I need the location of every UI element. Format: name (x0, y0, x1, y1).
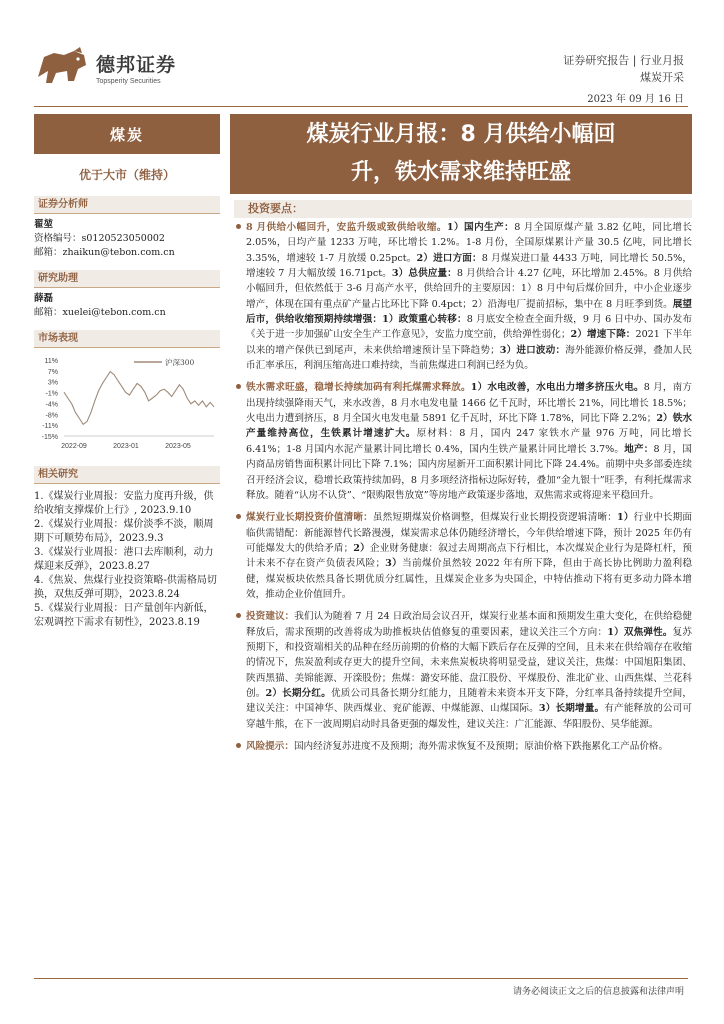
bullet-icon (236, 224, 241, 229)
report-meta (563, 52, 684, 86)
related-item[interactable]: 5.《煤炭行业周报：日产量创年内新低，宏观调控下需求有韧性》，2023.8.19 (34, 603, 214, 628)
subhead: 1） (616, 512, 634, 524)
brand-name-cn: 德邦证券 (96, 53, 177, 76)
y-tick-label: -15% (41, 434, 58, 441)
subhead: 2）长期分红。 (265, 687, 331, 699)
point-lead: 铁水需求旺盛，稳增长持续加码有利托煤需求释放。 (246, 382, 471, 394)
key-points-body (246, 220, 692, 761)
legend-label: 沪深300 (165, 358, 195, 367)
key-points-heading: 投资要点： (234, 200, 692, 218)
y-tick-label: 7% (47, 368, 58, 376)
point-demand (246, 380, 692, 503)
bullet-icon (236, 743, 241, 748)
point-lead: 投资建议： (246, 611, 295, 623)
text: 海外能源价格反弹，叠加人民币汇率承压，利润压缩高进口难持续，当前焦煤进口利润已经为负。 (246, 344, 693, 372)
brand-logo (34, 46, 176, 88)
related-item[interactable]: 2.《煤炭行业周报：煤价淡季不淡，顺周期下可顺势布局》，2023.9.3 (34, 519, 214, 544)
text: 优质公司具备长期分红能力，且随着未来资本开支下降，分红率具备持续提升空间，建议关注：中国神华、陕西煤业、兖矿能源、中煤能源、山煤国际。 (246, 687, 692, 715)
analyst-email[interactable]: 邮箱：zhaikun@tebon.com.cn (34, 247, 175, 258)
subhead: 1）国内生产： (446, 222, 515, 233)
y-tick-label: 11% (44, 358, 58, 365)
subhead: 3）进口波动： (499, 344, 566, 356)
footer-notice: 请务必阅读正文之后的信息披露和法律声明 (512, 987, 684, 997)
bullet-icon (236, 384, 241, 389)
text: 有产能释放的公司可穿越牛熊，在下一波周期启动时具备更强的爆发性，建议关注：广汇能源、华阳股份、昊华能源。 (246, 703, 692, 730)
subhead: 2） (353, 542, 370, 554)
left-sidebar (34, 114, 220, 630)
analyst-info (34, 218, 220, 260)
point-investment-advice (246, 609, 692, 732)
y-tick-label: -11% (42, 423, 58, 431)
point-lead: 8 月供给小幅回升，安监升级或致供给收缩。 (246, 222, 447, 233)
text: 行业中长期面临供需错配：新能源替代长路漫漫，煤炭需求总体仍随经济增长，今年供给增速下降，预计 2025 年仍有可能爆发大的供给矛盾； (246, 512, 692, 554)
point-lead: 煤炭行业长期投资价值清晰： (246, 512, 373, 524)
brand-name-en: Topsperity Securities (96, 77, 161, 85)
series-line-hs300 (64, 372, 214, 425)
market-heading: 市场表现 (34, 330, 220, 348)
text: 8 月，国内商品房销售面积累计同比下降 7.1%；国内房屋新开工面积累计同比下降 24.4%。前期中央多部委连续召开经济会议，稳增长政策持续加码，8 月多项经济指标边际好转，叠加“金九银十”旺季，有利托煤需求释放。随着“认房不认贷”、“限购限售放宽”等房地产政策逐步落地，双焦需求或将迎来平稳回升。 (246, 443, 693, 501)
bullet-icon (236, 514, 241, 519)
report-title-line1: 煤炭行业月报：8 月供给小幅回 (306, 122, 616, 147)
text: 8 月，南方出现持续强降雨天气，来水改善，8 月水电发电量 1466 亿千瓦时，环比增长 21%，同比增长 18.5%；火电出力遭到挤压，8 月全国火电发电量 5891 亿千瓦时，环比下降 1.78%，同比下降 2.2%； (246, 382, 692, 425)
text: 8 月煤炭进口量 4433 万吨，同比增长 50.5%，增速较 7 月大幅放缓 16.71pct。 (246, 252, 692, 280)
related-item[interactable]: 1.《煤炭行业周报：安监力度再升级，供给收缩支撑煤价上行》, 2023.9.10 (34, 491, 214, 516)
related-list (34, 490, 220, 630)
rating: 优于大市（维持） (78, 168, 175, 182)
report-title (230, 114, 692, 194)
assistant-email[interactable]: 邮箱：xuelei@tebon.com.cn (34, 307, 166, 318)
text: 2021 下半年以来的增产保供已到尾声，未来供给增速预计呈下降趋势； (246, 329, 693, 356)
report-sector: 煤炭开采 (640, 71, 684, 84)
x-tick-label: 2022-09 (61, 443, 87, 450)
industry-label: 煤炭 (34, 114, 220, 154)
header-divider (34, 106, 688, 107)
text: 国内经济复苏进度不及预期；海外需求恢复不及预期；原油价格下跌拖累化工产品价格。 (293, 741, 669, 752)
text: 当前煤价虽然较 2022 年有所下降，但由于高长协比例助力盈利稳健，煤炭板块依然具备长期优质分红属性，且煤炭企业多为央国企，中特估推动下将有更多动力降本增效，推动企业价值回升。 (246, 558, 693, 600)
text: 企业财务健康：叙过去周期高点下行相比，本次煤炭企业行为是降杠杆，预计未来不存在资产负债表风险； (246, 542, 693, 570)
report-date: 2023 年 09 月 16 日 (587, 94, 684, 105)
footer-divider (34, 978, 688, 979)
assistant-heading: 研究助理 (34, 270, 220, 288)
text: 复苏预期下，和投资端相关的品种在经历前期的价格的大幅下跌后存在反弹的空间，且未来在供给端存在收缩的情况下，焦炭盈利或存更大的提升空间，未来焦炭板块将明显受益，建议关注，焦煤：中国旭阳集团、陕西黑猫、美锦能源、开滦股份；焦煤：潞安环能、盘江股份、平煤股份、淮北矿业、山西焦煤、兰花科创。 (246, 626, 692, 699)
subhead: 地产： (624, 443, 654, 455)
y-tick-label: -8% (45, 412, 58, 420)
analyst-heading: 证券分析师 (34, 196, 220, 214)
subhead: 展望后市，供给收缩预期持续增强： (246, 298, 692, 326)
text: 8 月全国原煤产量 3.82 亿吨，同比增长 2.05%，日均产量 1233 万吨，环比增长 1.2%。1-8 月份，全国原煤累计产量 30.5 亿吨，同比增长 3.35%，增速较 1-7 月放缓 0.25pct。 (246, 222, 693, 264)
point-supply (246, 220, 692, 373)
tebon-bull-logo-icon (34, 47, 90, 87)
subhead: 3）总供应量： (391, 268, 457, 280)
y-tick-label: 3% (47, 379, 58, 387)
market-chart-svg (34, 352, 220, 456)
subhead: 2）增速下降： (570, 329, 636, 341)
report-title-line2: 升，铁水需求维持旺盛 (350, 160, 571, 185)
y-tick-label: -1% (45, 390, 58, 398)
market-chart (34, 352, 220, 456)
subhead: 1）政策重心转移： (382, 314, 467, 326)
subhead: 2）铁水产量维持高位，生铁累计增速扩大。 (246, 413, 692, 440)
analyst-cert: 资格编号：s0120523050002 (34, 233, 165, 244)
point-lead: 风险提示： (246, 741, 294, 752)
bullet-icon (236, 613, 241, 618)
analyst-name: 翟堃 (34, 219, 54, 230)
subhead: 1）水电改善，水电出力增多挤压火电。 (470, 382, 644, 394)
subhead: 3）长期增量。 (538, 703, 605, 715)
x-tick-label: 2023-01 (113, 443, 139, 450)
text: 原材料：8 月，国内 247 家铁水产量 976 万吨，同比增长 6.41%；1-8 月国内水泥产量累计同比增长 0.4%，国内生铁产量累计同比增长 3.7%。 (246, 428, 692, 455)
point-long-term-value (246, 510, 692, 602)
related-item[interactable]: 4.《焦炭、焦煤行业投资策略-供需格局切换，双焦反弹可期》，2023.8.24 (34, 575, 217, 600)
y-tick-label: -4% (45, 401, 58, 409)
text: 8 月供给合计 4.27 亿吨，环比增加 2.45%。8 月供给小幅回升，但依然低于 3-6 月高产水平，供给回升的主要原因：1）8 月中旬后煤价回升，中小企业逐步增产，体现在国有重点矿产量占比环比下降 0.4pct；2）沿海电厂提前招标，集中在 8 月旺季到货。 (246, 268, 692, 310)
text: 8 月底安全检查全面升级，9 月 6 日中办、国办发布《关于进一步加强矿山安全生产工作意见》，安监力度空前，供给弹性弱化； (246, 314, 693, 341)
related-heading: 相关研究 (34, 466, 220, 484)
assistant-name: 薛磊 (34, 293, 54, 304)
subhead: 2）进口方面： (416, 252, 482, 264)
related-item[interactable]: 3.《煤炭行业周报：港口去库顺利，动力煤迎来反弹》，2023.8.27 (34, 547, 214, 572)
text: 虽然短期煤炭价格调整，但煤炭行业长期投资逻辑清晰： (372, 512, 617, 524)
x-tick-label: 2023-05 (165, 443, 191, 450)
point-risk (246, 739, 692, 754)
report-type: 证券研究报告 | 行业月报 (563, 54, 684, 67)
subhead: 1）双焦弹性。 (607, 626, 673, 638)
subhead: 3） (385, 558, 403, 570)
assistant-info (34, 292, 220, 320)
text: 我们认为随着 7 月 24 日政治局会议召开，煤炭行业基本面和预期发生重大变化，在供给稳健释放后，需求预期的改善将成为助推板块估值修复的重要因素，建议关注三个方向： (246, 611, 693, 638)
